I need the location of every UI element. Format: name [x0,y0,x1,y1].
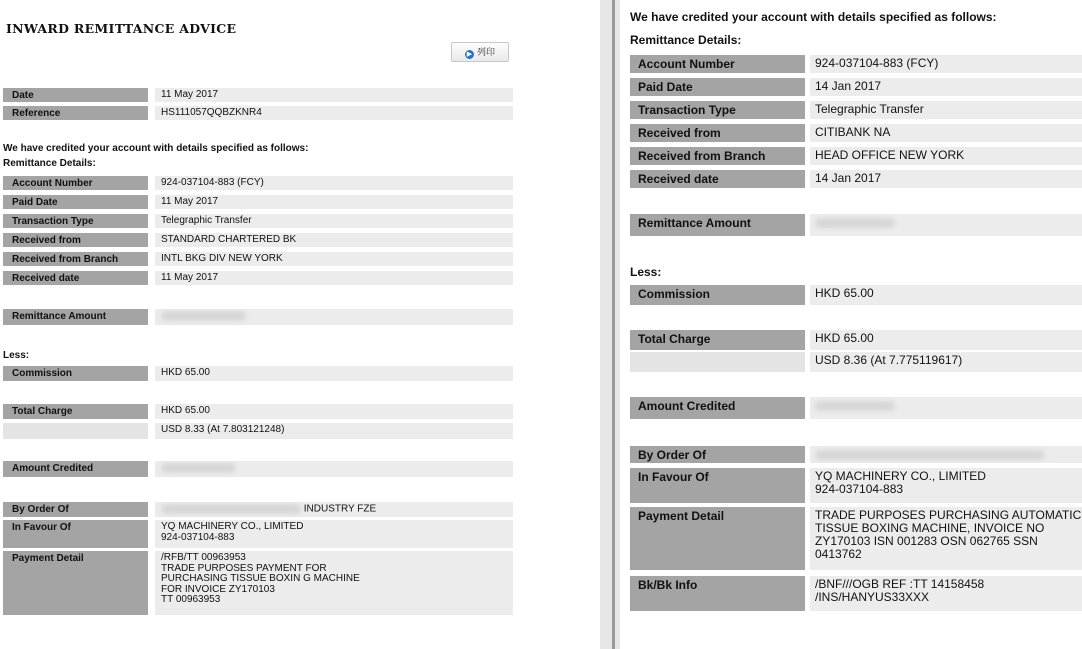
row-paid-date [630,78,1082,96]
bk-info-line: /INS/HANYUS33XXX [815,590,930,604]
row-commission [630,285,1082,305]
received-from-branch-label: Received from Branch [630,147,805,165]
commission-label: Commission [630,285,805,305]
row-transaction-type [630,101,1082,119]
remittance-amount-value [810,214,1082,236]
transaction-type-value: Telegraphic Transfer [810,101,1082,119]
row-account-number [630,55,1082,73]
in-favour-of-line1: YQ MACHINERY CO., LIMITED [161,521,304,532]
transaction-type-label: Transaction Type [630,101,805,119]
payment-detail-label: Payment Detail [3,551,148,615]
payment-detail-line: 0413762 [815,547,862,561]
account-number-label: Account Number [3,176,148,190]
redacted-credited-amount [161,463,236,473]
payment-detail-line: TT 00963953 [161,594,221,605]
row-total-charge-usd [630,352,1082,372]
total-charge-usd-value: USD 8.36 (At 7.775119617) [810,352,1082,372]
amount-credited-value [155,461,513,477]
reference-value: HS111057QQBZKNR4 [155,106,513,120]
payment-detail-label: Payment Detail [630,507,805,570]
row-amount-credited [630,397,1082,419]
in-favour-of-value [810,468,1082,503]
received-from-value: CITIBANK NA [810,124,1082,142]
row-transaction-type [3,214,513,228]
by-order-of-value [155,502,513,517]
payment-detail-value [155,551,513,615]
received-from-branch-value: HEAD OFFICE NEW YORK [810,147,1082,165]
received-date-label: Received date [630,170,805,188]
row-in-favour-of [630,468,1082,503]
credit-intro: We have credited your account with details specified as follows: [3,143,309,154]
remittance-details-heading: Remittance Details: [3,158,96,169]
paid-date-value: 11 May 2017 [155,195,513,209]
print-button-label: 列印 [476,47,495,57]
paid-date-label: Paid Date [630,78,805,96]
redacted-amount [161,311,246,321]
row-received-from-branch [630,147,1082,165]
commission-value: HKD 65.00 [155,366,513,381]
by-order-of-label: By Order Of [3,502,148,517]
account-number-label: Account Number [630,55,805,73]
row-commission [3,366,513,381]
print-arrow-icon: ▶ [466,51,473,58]
total-charge-value: HKD 65.00 [810,330,1082,350]
row-received-date [3,271,513,285]
in-favour-of-line2: 924-037104-883 [161,531,235,543]
received-date-value: 11 May 2017 [155,271,513,285]
row-received-from [3,233,513,247]
payment-detail-line: TRADE PURPOSES PURCHASING AUTOMATIC [815,508,1082,522]
redacted-amount [815,218,895,228]
paid-date-label: Paid Date [3,195,148,209]
row-paid-date [3,195,513,209]
row-received-from-branch [3,252,513,266]
remittance-amount-label: Remittance Amount [630,214,805,236]
amount-credited-label: Amount Credited [3,461,148,477]
transaction-type-value: Telegraphic Transfer [155,214,513,228]
redacted-ordering-party [161,504,301,514]
redacted-ordering-party [815,450,1045,460]
row-remittance-amount [3,309,513,325]
received-from-label: Received from [3,233,148,247]
row-payment-detail [630,507,1082,570]
amount-credited-value [810,397,1082,419]
received-from-value: STANDARD CHARTERED BK [155,233,513,247]
redacted-credited-amount [815,401,895,411]
payment-detail-value [810,507,1082,570]
total-charge-usd-label [3,423,148,439]
account-number-value: 924-037104-883 (FCY) [155,176,513,190]
reference-label: Reference [3,106,148,120]
row-date [3,88,513,102]
less-heading: Less: [630,265,662,279]
row-in-favour-of [3,520,513,548]
row-amount-credited [3,461,513,477]
date-value: 11 May 2017 [155,88,513,102]
commission-label: Commission [3,366,148,381]
payment-detail-line: FOR INVOICE ZY170103 [161,583,275,595]
total-charge-label: Total Charge [630,330,805,350]
bk-info-value [810,576,1082,611]
in-favour-of-label: In Favour Of [3,520,148,548]
row-by-order-of [3,502,513,517]
received-date-label: Received date [3,271,148,285]
credit-intro: We have credited your account with details specified as follows: [630,10,997,24]
date-label: Date [3,88,148,102]
amount-credited-label: Amount Credited [630,397,805,419]
row-reference [3,106,513,120]
row-total-charge [3,404,513,419]
less-heading: Less: [3,350,30,361]
right-advice-panel [620,0,1082,649]
print-button[interactable] [451,42,509,62]
row-by-order-of [630,446,1082,463]
row-bk-info [630,576,1082,611]
remittance-details-heading: Remittance Details: [630,33,742,47]
panel-divider [600,0,620,649]
total-charge-label: Total Charge [3,404,148,419]
total-charge-usd-label [630,352,805,372]
advice-title: INWARD REMITTANCE ADVICE [6,21,237,36]
payment-detail-line: TISSUE BOXING MACHINE, INVOICE NO [815,521,1045,535]
row-total-charge-usd [3,423,513,439]
row-received-date [630,170,1082,188]
remittance-amount-value [155,309,513,325]
in-favour-of-value [155,520,513,548]
bk-info-label: Bk/Bk Info [630,576,805,611]
row-payment-detail [3,551,513,615]
by-order-of-value [810,446,1082,463]
received-from-branch-label: Received from Branch [3,252,148,266]
paid-date-value: 14 Jan 2017 [810,78,1082,96]
payment-detail-line: TRADE PURPOSES PAYMENT FOR [161,562,327,574]
account-number-value: 924-037104-883 (FCY) [810,55,1082,73]
in-favour-of-line2: 924-037104-883 [815,482,904,496]
remittance-amount-label: Remittance Amount [3,309,148,325]
transaction-type-label: Transaction Type [3,214,148,228]
received-date-value: 14 Jan 2017 [810,170,1082,188]
row-total-charge [630,330,1082,350]
received-from-branch-value: INTL BKG DIV NEW YORK [155,252,513,266]
payment-detail-line: ZY170103 ISN 001283 OSN 062765 SSN [815,534,1038,548]
row-account-number [3,176,513,190]
by-order-of-label: By Order Of [630,446,805,463]
commission-value: HKD 65.00 [810,285,1082,305]
total-charge-usd-value: USD 8.33 (At 7.803121248) [155,423,513,439]
in-favour-of-label: In Favour Of [630,468,805,503]
row-remittance-amount [630,214,1082,236]
in-favour-of-line1: YQ MACHINERY CO., LIMITED [815,469,986,483]
payment-detail-line: PURCHASING TISSUE BOXIN G MACHINE [161,573,360,584]
payment-detail-line: /RFB/TT 00963953 [161,552,246,563]
total-charge-value: HKD 65.00 [155,404,513,419]
received-from-label: Received from [630,124,805,142]
bk-info-line: /BNF///OGB REF :TT 14158458 [815,577,985,591]
by-order-of-visible: INDUSTRY FZE [303,503,377,515]
row-received-from [630,124,1082,142]
